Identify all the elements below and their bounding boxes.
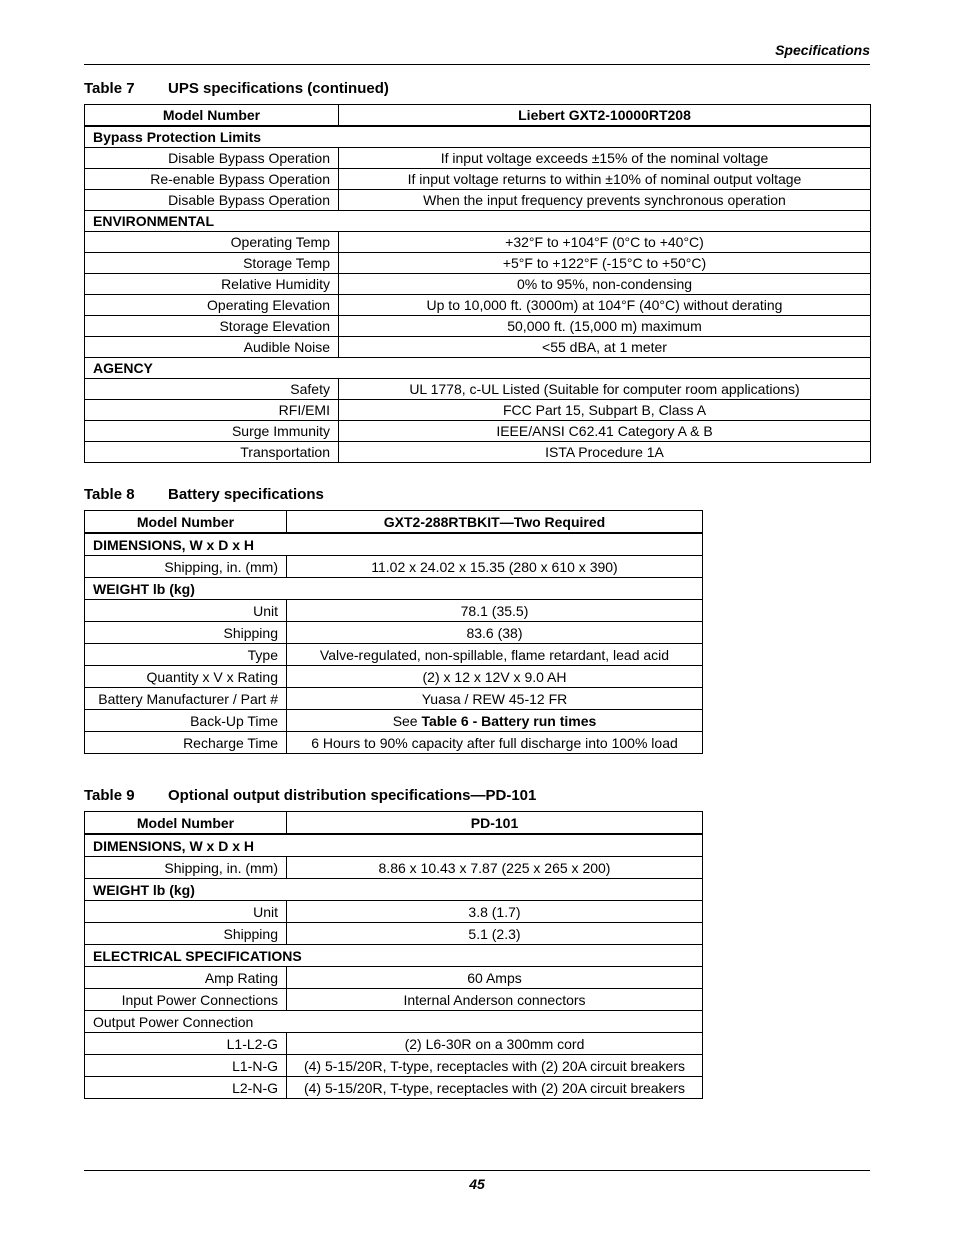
table-header-row [85, 511, 703, 534]
footer-rule [84, 1170, 870, 1171]
row-value: If input voltage exceeds ±15% of the nominal voltage [339, 148, 871, 169]
row-label: Battery Manufacturer / Part # [85, 688, 287, 710]
row-value: (2) L6-30R on a 300mm cord [287, 1033, 703, 1055]
row-label: Disable Bypass Operation [85, 190, 339, 211]
table9-title: Optional output distribution specifications—PD-101 [168, 787, 537, 804]
value-prefix: See [392, 712, 422, 729]
row-label: L1-L2-G [85, 1033, 287, 1055]
table-row [85, 379, 871, 400]
row-value: UL 1778, c-UL Listed (Suitable for computer room applications) [339, 379, 871, 400]
table-row [85, 901, 703, 923]
row-label: Type [85, 644, 287, 666]
row-value: If input voltage returns to within ±10% of nominal output voltage [339, 169, 871, 190]
row-value [287, 710, 703, 732]
row-label: Back-Up Time [85, 710, 287, 732]
table8-caption [84, 486, 324, 503]
table-row [85, 1055, 703, 1077]
section-label: ELECTRICAL SPECIFICATIONS [85, 945, 703, 967]
row-label: Audible Noise [85, 337, 339, 358]
table-header-row [85, 105, 871, 127]
section-label: ENVIRONMENTAL [85, 211, 871, 232]
table-row [85, 316, 871, 337]
table-row [85, 232, 871, 253]
table7-number: Table 7 [84, 80, 135, 97]
row-label: Shipping [85, 923, 287, 945]
row-value: 8.86 x 10.43 x 7.87 (225 x 265 x 200) [287, 857, 703, 879]
row-label: Unit [85, 901, 287, 923]
row-value: ISTA Procedure 1A [339, 442, 871, 463]
row-label: Operating Temp [85, 232, 339, 253]
row-label: Re-enable Bypass Operation [85, 169, 339, 190]
page-header-section: Specifications [775, 42, 870, 58]
table9-caption [84, 787, 536, 804]
row-label: L2-N-G [85, 1077, 287, 1099]
table-row [85, 253, 871, 274]
table-row [85, 644, 703, 666]
row-label: Amp Rating [85, 967, 287, 989]
table8 [84, 510, 703, 754]
row-label: Operating Elevation [85, 295, 339, 316]
table-row [85, 732, 703, 754]
row-value: Internal Anderson connectors [287, 989, 703, 1011]
row-label: Recharge Time [85, 732, 287, 754]
section-label: WEIGHT lb (kg) [85, 879, 703, 901]
row-value: Yuasa / REW 45-12 FR [287, 688, 703, 710]
row-label: Shipping, in. (mm) [85, 556, 287, 578]
section-label: DIMENSIONS, W x D x H [85, 533, 703, 556]
header-value: Liebert GXT2-10000RT208 [339, 105, 871, 127]
row-value: 11.02 x 24.02 x 15.35 (280 x 610 x 390) [287, 556, 703, 578]
row-label: Shipping, in. (mm) [85, 857, 287, 879]
header-value: GXT2-288RTBKIT—Two Required [287, 511, 703, 534]
row-value: 83.6 (38) [287, 622, 703, 644]
table-row [85, 337, 871, 358]
row-value: 6 Hours to 90% capacity after full discharge into 100% load [287, 732, 703, 754]
table-row [85, 967, 703, 989]
row-value: 5.1 (2.3) [287, 923, 703, 945]
section-row [85, 945, 703, 967]
row-value: FCC Part 15, Subpart B, Class A [339, 400, 871, 421]
table-row [85, 857, 703, 879]
row-value: (2) x 12 x 12V x 9.0 AH [287, 666, 703, 688]
row-value: 0% to 95%, non-condensing [339, 274, 871, 295]
section-row [85, 358, 871, 379]
row-label: Quantity x V x Rating [85, 666, 287, 688]
table-row [85, 1077, 703, 1099]
section-label: Bypass Protection Limits [85, 126, 871, 148]
row-label: Storage Elevation [85, 316, 339, 337]
row-label: Safety [85, 379, 339, 400]
row-value: 3.8 (1.7) [287, 901, 703, 923]
table-row [85, 622, 703, 644]
row-value: +5°F to +122°F (-15°C to +50°C) [339, 253, 871, 274]
section-row [85, 533, 703, 556]
table-row [85, 295, 871, 316]
row-label: Unit [85, 600, 287, 622]
header-label: Model Number [85, 511, 287, 534]
row-value: When the input frequency prevents synchronous operation [339, 190, 871, 211]
table7-caption [84, 80, 389, 97]
section-label: DIMENSIONS, W x D x H [85, 834, 703, 857]
table-row [85, 923, 703, 945]
row-value: (4) 5-15/20R, T-type, receptacles with (2) 20A circuit breakers [287, 1055, 703, 1077]
table6-reference: Table 6 - Battery run times [421, 712, 597, 729]
table8-number: Table 8 [84, 486, 135, 503]
row-value: +32°F to +104°F (0°C to +40°C) [339, 232, 871, 253]
table8-title: Battery specifications [168, 486, 324, 503]
table7 [84, 104, 871, 463]
table-row [85, 1033, 703, 1055]
table9 [84, 811, 703, 1099]
row-label: RFI/EMI [85, 400, 339, 421]
table-row [85, 421, 871, 442]
section-row [85, 834, 703, 857]
subsection-label: Output Power Connection [85, 1011, 703, 1033]
table-row [85, 274, 871, 295]
header-label: Model Number [85, 105, 339, 127]
row-value: 60 Amps [287, 967, 703, 989]
row-value: (4) 5-15/20R, T-type, receptacles with (2) 20A circuit breakers [287, 1077, 703, 1099]
table-row [85, 556, 703, 578]
row-label: L1-N-G [85, 1055, 287, 1077]
row-value: 50,000 ft. (15,000 m) maximum [339, 316, 871, 337]
row-value: Valve-regulated, non-spillable, flame retardant, lead acid [287, 644, 703, 666]
table9-number: Table 9 [84, 787, 135, 804]
table-row [85, 190, 871, 211]
table-header-row [85, 812, 703, 835]
section-row [85, 578, 703, 600]
row-value: <55 dBA, at 1 meter [339, 337, 871, 358]
table-row [85, 400, 871, 421]
row-label: Shipping [85, 622, 287, 644]
table-row [85, 148, 871, 169]
table-row [85, 600, 703, 622]
table-row [85, 710, 703, 732]
section-row [85, 211, 871, 232]
row-label: Relative Humidity [85, 274, 339, 295]
section-row [85, 126, 871, 148]
subsection-row [85, 1011, 703, 1033]
header-label: Model Number [85, 812, 287, 835]
section-label: WEIGHT lb (kg) [85, 578, 703, 600]
page-number: 45 [469, 1176, 485, 1192]
row-label: Disable Bypass Operation [85, 148, 339, 169]
row-label: Transportation [85, 442, 339, 463]
row-label: Storage Temp [85, 253, 339, 274]
table-row [85, 688, 703, 710]
row-label: Surge Immunity [85, 421, 339, 442]
section-row [85, 879, 703, 901]
header-rule [84, 64, 870, 65]
table-row [85, 989, 703, 1011]
row-value: Up to 10,000 ft. (3000m) at 104°F (40°C) without derating [339, 295, 871, 316]
section-label: AGENCY [85, 358, 871, 379]
row-label: Input Power Connections [85, 989, 287, 1011]
row-value: IEEE/ANSI C62.41 Category A & B [339, 421, 871, 442]
table-row [85, 169, 871, 190]
header-value: PD-101 [287, 812, 703, 835]
table7-title: UPS specifications (continued) [168, 80, 389, 97]
table-row [85, 442, 871, 463]
row-value: 78.1 (35.5) [287, 600, 703, 622]
table-row [85, 666, 703, 688]
